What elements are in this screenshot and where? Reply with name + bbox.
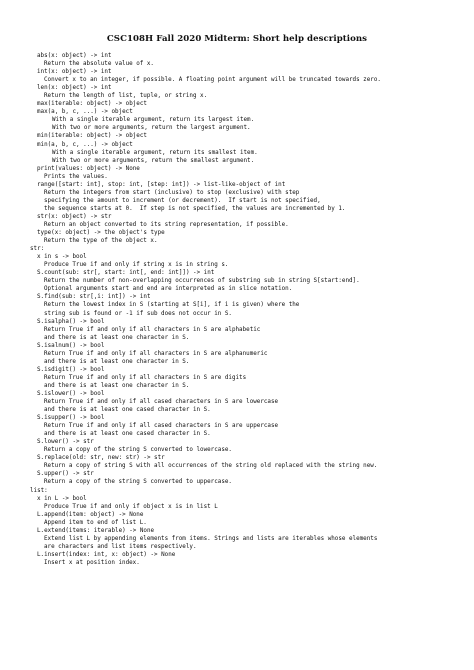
function-description: Return the lowest index in S (starting at S[i], if i is given) where the [44,302,300,309]
function-description: Optional arguments start and end are interpreted as in slice notation. [44,286,293,293]
function-signature: len(x: object) -> int [37,85,112,92]
function-description: With a single iterable argument, return its smallest item. [52,149,258,156]
help-text-body [30,52,381,567]
function-signature: S.isupper() -> bool [37,415,105,422]
function-description: Convert x to an integer, if possible. A floating point argument will be truncated towards zero. [44,77,381,84]
function-description: With two or more arguments, return the smallest argument. [52,157,255,164]
function-description: and there is at least one character in S. [44,334,190,341]
function-description: Return True if and only if all characters in S are digits [44,374,247,381]
function-description: Return True if and only if all characters in S are alphabetic [44,326,261,333]
function-signature: S.upper() -> str [37,471,94,478]
function-description: Return an object converted to its string representation, if possible. [44,221,289,228]
function-description: Return a copy of the string S converted to uppercase. [44,479,232,486]
function-description: and there is at least one character in S. [44,358,190,365]
function-description: With two or more arguments, return the largest argument. [52,125,251,132]
function-description: Produce True if and only if object x is in list L [44,503,218,510]
section-heading: str: [30,246,45,253]
function-signature: type(x: object) -> the object's type [37,230,165,237]
function-signature: abs(x: object) -> int [37,53,112,59]
function-description: Return the number of non-overlapping occurrences of substring sub in string S[start:end]. [44,278,360,285]
function-description: Return the absolute value of x. [44,61,154,68]
function-description: Return True if and only if all cased characters in S are uppercase [44,423,279,430]
function-signature: L.extend(items: iterable) -> None [37,527,155,534]
function-signature: max(iterable: object) -> object [37,101,147,108]
page-title: CSC108H Fall 2020 Midterm: Short help descriptions [106,34,368,44]
function-description: Return the integers from start (inclusive) to stop (exclusive) with step [44,189,300,196]
function-description: Return the length of list, tuple, or string x. [44,93,208,100]
function-description: Return a copy of the string S converted to lowercase. [44,447,232,454]
function-signature: min(iterable: object) -> object [37,133,147,140]
function-description: and there is at least one cased character in S. [44,431,211,438]
function-description: Extend list L by appending elements from items. Strings and lists are iterables whose elements [44,535,378,542]
function-description: Return the type of the object x. [44,238,158,245]
function-signature: print(values: object) -> None [37,165,140,172]
function-description: Insert x at position index. [44,559,140,566]
function-signature: int(x: object) -> int [37,69,112,76]
function-signature: S.isdigit() -> bool [37,366,105,373]
function-description: specifying the amount to increment (or decrement). If start is not specified, [44,197,321,204]
function-signature: str(x: object) -> str [37,213,112,220]
function-description: and there is at least one character in S. [44,382,190,389]
function-description: Return a copy of string S with all occurrences of the string old replaced with the string new. [44,463,378,470]
function-description: Return True if and only if all cased characters in S are lowercase [44,399,279,406]
function-signature: L.insert(index: int, x: object) -> None [37,551,176,558]
function-signature: S.count(sub: str[, start: int[, end: int]]) -> int [37,270,215,277]
function-description: With a single iterable argument, return its largest item. [52,117,255,124]
function-signature: range([start: int], stop: int, [step: int]) -> list-like-object of int [37,181,286,188]
function-signature: min(a, b, c, ...) -> object [37,141,133,148]
function-description: the sequence starts at 0. If step is not specified, the values are incremented by 1. [44,205,346,212]
function-signature: max(a, b, c, ...) -> object [37,109,133,116]
function-description: Return True if and only if all characters in S are alphanumeric [44,350,268,357]
function-signature: S.isalnum() -> bool [37,342,105,349]
function-signature: S.isalpha() -> bool [37,318,105,325]
function-description: are characters and list items respectively. [44,543,197,550]
function-description: Prints the values. [44,173,108,180]
function-description: and there is at least one cased character in S. [44,407,211,414]
function-signature: S.lower() -> str [37,439,94,446]
function-signature: x in s -> bool [37,254,87,261]
function-signature: S.islower() -> bool [37,390,105,397]
function-signature: x in L -> bool [37,495,87,502]
function-description: Produce True if and only if string x is in string s. [44,262,229,269]
function-signature: L.append(item: object) -> None [37,511,144,518]
function-signature: S.find(sub: str[,i: int]) -> int [37,294,151,301]
function-description: string sub is found or -1 if sub does not occur in S. [44,310,232,317]
section-heading: list: [30,487,48,494]
function-description: Append item to end of list L. [44,519,147,526]
function-signature: S.replace(old: str, new: str) -> str [37,455,165,462]
